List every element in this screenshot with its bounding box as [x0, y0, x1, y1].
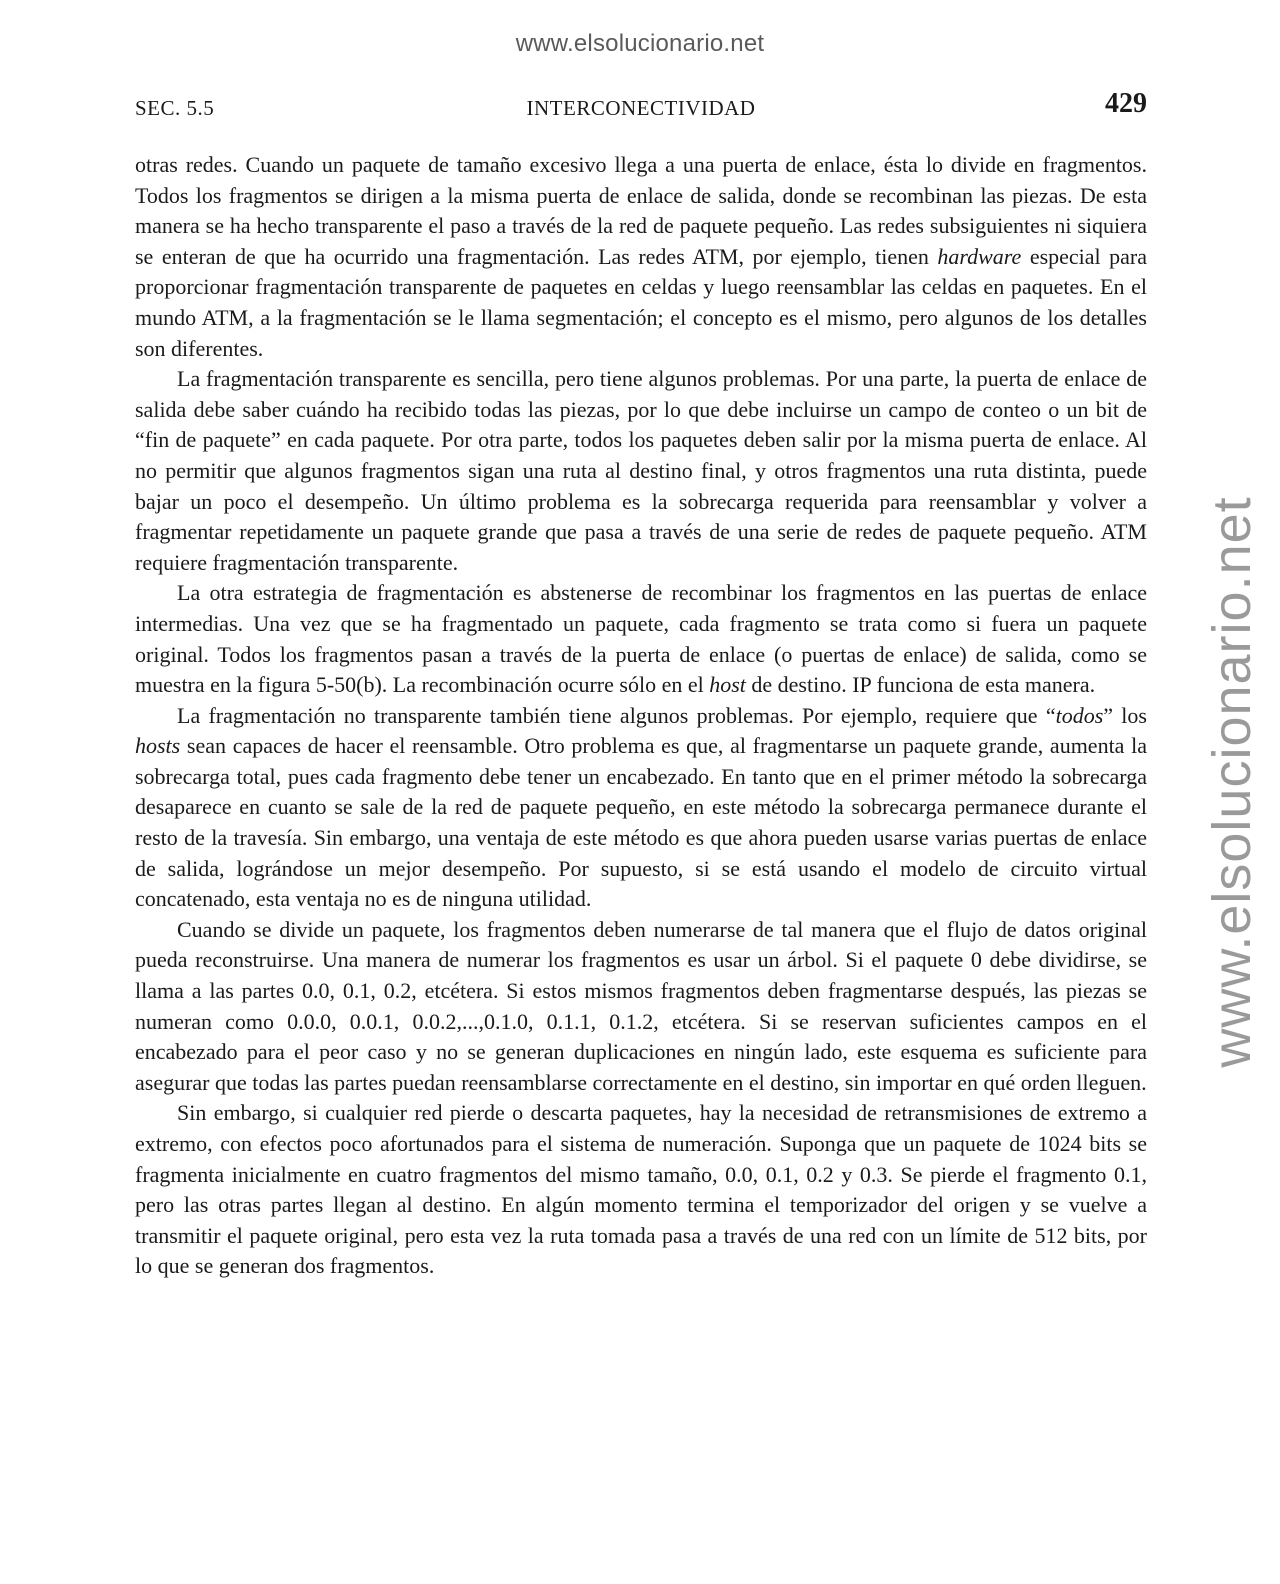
- chapter-title: INTERCONECTIVIDAD: [526, 96, 756, 120]
- paragraph-3: [135, 578, 1147, 700]
- paragraph-4: [135, 701, 1147, 915]
- paragraph-4-italic-1: todos: [1055, 702, 1104, 728]
- section-label: SEC. 5.5: [135, 96, 215, 120]
- paragraph-1: [135, 150, 1147, 364]
- paragraph-3-part-a: La otra estrategia de fragmentación es abstenerse de recombinar los fragmentos en las puertas de enlace intermedias. Una vez que se ha fragmentado un paquete, cada fragmento se trata como si fuera un paquete original. Todos los fragmentos pasan a través de la puerta de enlace (o puertas de enlace) de salida, como se muestra en la figura 5-50(b). La recombinación ocurre sólo en el: [135, 580, 1147, 698]
- watermark-url-side: www.elsolucionario.net: [1202, 496, 1262, 1068]
- paragraph-4-part-a: La fragmentación no transparente también tiene algunos problemas. Por ejemplo, requiere que “: [177, 702, 1056, 728]
- paragraph-4-italic-2: hosts: [135, 733, 181, 759]
- paragraph-4-part-c: sean capaces de hacer el reensamble. Otro problema es que, al fragmentarse un paquete grande, aumenta la sobrecarga total, pues cada fragmento debe tener un encabezado. En tanto que en el primer método la sobrecarga desaparece en cuanto se sale de la red de paquete pequeño, en este método la sobrecarga permanece durante el resto de la travesía. Sin embargo, una ventaja de este método es que ahora pueden usarse varias puertas de enlace de salida, lográndose un mejor desempeño. Por supuesto, si se está usando el modelo de circuito virtual concatenado, esta ventaja no es de ninguna utilidad.: [135, 733, 1147, 912]
- paragraph-1-italic: hardware: [937, 243, 1022, 269]
- paragraph-6: Sin embargo, si cualquier red pierde o descarta paquetes, hay la necesidad de retransmisiones de extremo a extremo, con efectos poco afortunados para el sistema de numeración. Suponga que un paquete de 1024 bits se fragmenta inicialmente en cuatro fragmentos del mismo tamaño, 0.0, 0.1, 0.2 y 0.3. Se pierde el fragmento 0.1, pero las otras partes llegan al destino. En algún momento termina el temporizador del origen y se vuelve a transmitir el paquete original, pero esta vez la ruta tomada pasa a través de una red con un límite de 512 bits, por lo que se generan dos fragmentos.: [135, 1100, 1147, 1279]
- paragraph-4-part-b: ” los: [1103, 702, 1147, 728]
- paragraph-3-part-b: de destino. IP funciona de esta manera.: [745, 672, 1096, 698]
- running-head: [135, 88, 1147, 128]
- paragraph-2: La fragmentación transparente es sencilla, pero tiene algunos problemas. Por una parte, la puerta de enlace de salida debe saber cuándo ha recibido todas las piezas, por lo que debe incluirse un campo de conteo o un bit de “fin de paquete” en cada paquete. Por otra parte, todos los paquetes deben salir por la misma puerta de enlace. Al no permitir que algunos fragmentos sigan una ruta al destino final, y otros fragmentos una ruta distinta, puede bajar un poco el desempeño. Un último problema es la sobrecarga requerida para reensamblar y volver a fragmentar repetidamente un paquete grande que pasa a través de una serie de redes de paquete pequeño. ATM requiere fragmentación transparente.: [135, 366, 1147, 575]
- paragraph-1-part-a: otras redes. Cuando un paquete de tamaño excesivo llega a una puerta de enlace, ésta lo divide en fragmentos. Todos los fragmentos se dirigen a la misma puerta de enlace de salida, donde se recombinan las piezas. De esta manera se ha hecho transparente el paso a través de la red de paquete pequeño. Las redes subsiguientes ni siquiera se enteran de que ha ocurrido una fragmentación. Las redes ATM, por ejemplo, tienen: [135, 152, 1147, 269]
- paragraph-5: Cuando se divide un paquete, los fragmentos deben numerarse de tal manera que el flujo de datos original pueda reconstruirse. Una manera de numerar los fragmentos es usar un árbol. Si el paquete 0 debe dividirse, se llama a las partes 0.0, 0.1, 0.2, etcétera. Si estos mismos fragmentos deben fragmentarse después, las piezas se numeran como 0.0.0, 0.0.1, 0.0.2,...,0.1.0, 0.1.1, 0.1.2, etcétera. Si se reservan suficientes campos en el encabezado para el peor caso y no se generan duplicaciones en ningún lado, este esquema es suficiente para asegurar que todas las partes puedan reensamblarse correctamente en el destino, sin importar en qué orden lleguen.: [135, 916, 1147, 1095]
- paragraph-3-italic: host: [709, 672, 746, 698]
- body-text: [135, 150, 1147, 1282]
- page-number: 429: [1105, 88, 1147, 119]
- paragraph-1-part-b: especial para proporcionar fragmentación transparente de paquetes en celdas y luego reensamblar las celdas en paquetes. En el mundo ATM, a la fragmentación se le llama segmentación; el concepto es el mismo, pero algunos de los detalles son diferentes.: [135, 243, 1148, 361]
- watermark-url-top: www.elsolucionario.net: [515, 30, 765, 57]
